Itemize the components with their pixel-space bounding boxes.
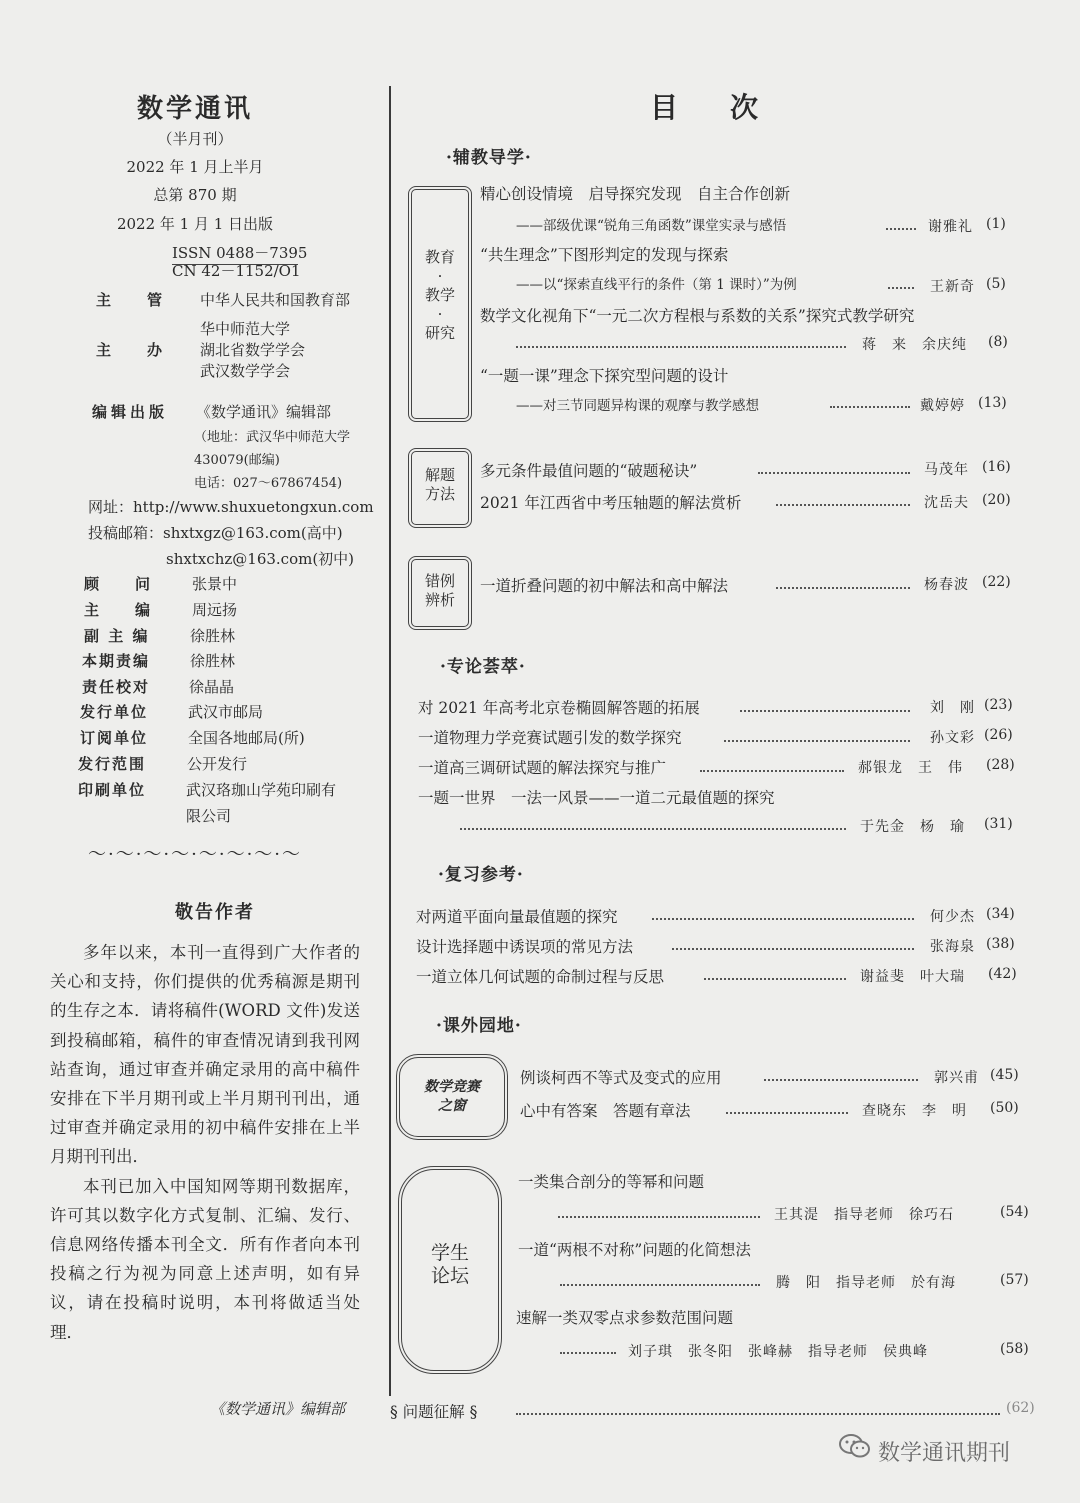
article-author: 孙文彩: [930, 730, 975, 746]
organizer-1: 湖北省数学学会: [200, 341, 306, 359]
organizer-label: 主 办: [96, 341, 165, 359]
email-middle[interactable]: shxtxchz@163.com(初中): [166, 550, 355, 568]
error-analysis-box: [408, 556, 472, 630]
notice-title: 敬告作者: [175, 902, 255, 923]
leader-dots: [560, 1352, 616, 1354]
article-subtitle: ——以“探索直线平行的条件（第 1 课时）”为例: [516, 277, 797, 293]
wechat-icon: [838, 1432, 872, 1460]
article-subtitle: ——对三节同题异构课的观摩与教学感想: [516, 398, 759, 414]
box-label: 学生 论坛: [430, 1242, 469, 1287]
article-title[interactable]: 对 2021 年高考北京卷椭圆解答题的拓展: [418, 699, 700, 717]
article-author: 刘子琪 张冬阳 张峰赫 指导老师 侯典峰: [628, 1344, 928, 1360]
article-page: (16): [982, 459, 1011, 475]
article-title[interactable]: 速解一类双零点求参数范围问题: [516, 1309, 734, 1327]
article-subtitle: ——部级优课“锐角三角函数”课堂实录与感悟: [516, 218, 787, 234]
ornament-divider: ～·～·～·～·～·～·～·～: [87, 844, 303, 865]
staff-value: 徐胜林: [190, 652, 236, 670]
article-author: 沈岳夫: [924, 495, 969, 511]
article-author: 张海泉: [930, 939, 975, 955]
article-title[interactable]: 例谈柯西不等式及变式的应用: [520, 1069, 722, 1087]
leader-dots: [672, 948, 914, 950]
leader-dots: [652, 918, 914, 920]
leader-dots: [516, 1413, 1000, 1415]
solving-methods-box: [408, 448, 472, 528]
sponsor-label: 主 管: [96, 291, 165, 309]
staff-label: 副 主 编: [84, 627, 150, 645]
email-high[interactable]: shxtxgz@163.com(高中): [163, 524, 343, 542]
issue-date: 2022 年 1 月上半月: [126, 158, 264, 176]
email-label: 投稿邮箱：: [88, 524, 164, 542]
article-page: (20): [982, 492, 1011, 508]
article-author: 谢雅礼: [928, 219, 973, 235]
article-title[interactable]: 设计选择题中诱误项的常见方法: [416, 938, 634, 956]
column-divider: [389, 86, 391, 1396]
article-page: (34): [986, 906, 1015, 922]
leader-dots: [724, 740, 910, 742]
editor: 《数学通讯》编辑部: [196, 403, 332, 421]
printer-cont: 限公司: [186, 807, 232, 825]
issue-number: 总第 870 期: [153, 186, 237, 204]
leader-dots: [726, 1112, 848, 1114]
leader-dots: [830, 406, 910, 408]
email-row: [88, 522, 343, 543]
staff-label: 本期责编: [82, 652, 151, 670]
leader-dots: [758, 472, 910, 474]
notice-paragraph-2: 本刊已加入中国知网等期刊数据库，许可其以数字化方式复制、汇编、发行、信息网络传播本刊全文．所有作者向本刊投稿之行为视为同意上述声明，如有异议，请在投稿时说明，本刊将做适当处理．: [50, 1176, 360, 1342]
leader-dots: [704, 978, 846, 980]
article-author: 郭兴甫: [934, 1070, 979, 1086]
problem-solving-title[interactable]: § 问题征解 §: [390, 1403, 478, 1421]
article-title[interactable]: 心中有答案 答题有章法: [520, 1102, 691, 1120]
notice-body: [50, 938, 360, 1347]
leader-dots: [516, 346, 846, 348]
article-title[interactable]: 一道高三调研试题的解法探究与推广: [418, 759, 667, 777]
article-page: (62): [1006, 1400, 1035, 1416]
postcode: 430079(邮编): [194, 453, 280, 468]
staff-value: 张景中: [192, 575, 238, 593]
leader-dots: [740, 710, 910, 712]
staff-label: 责任校对: [82, 678, 151, 696]
staff-label: 发行范围: [78, 755, 147, 773]
article-title[interactable]: 2021 年江西省中考压轴题的解法赏析: [480, 494, 742, 512]
article-page: (50): [990, 1100, 1019, 1116]
article-title[interactable]: 对两道平面向量最值题的探究: [416, 908, 618, 926]
article-page: (23): [984, 697, 1013, 713]
section-heading: ·专论荟萃·: [440, 657, 526, 677]
article-author: 蒋 来 余庆纯: [862, 337, 967, 353]
leader-dots: [776, 587, 910, 589]
staff-value: 武汉市邮局: [188, 703, 264, 721]
editor-label: 编辑出版: [92, 403, 169, 421]
article-author: 郝银龙 王 伟: [858, 760, 963, 776]
article-title[interactable]: 一类集合剖分的等幂和问题: [518, 1173, 705, 1191]
article-page: (31): [984, 816, 1013, 832]
leader-dots: [764, 1079, 918, 1081]
box-label: 数学竞赛 之窗: [424, 1079, 480, 1114]
leader-dots: [888, 287, 914, 289]
box-label: 错例 辨析: [424, 572, 455, 609]
staff-label: 顾 问: [84, 575, 153, 593]
staff-label: 主 编: [84, 601, 153, 619]
journal-title: 数学通讯: [136, 94, 253, 124]
article-title[interactable]: 数学文化视角下“一元二次方程根与系数的关系”探究式教学研究: [480, 307, 915, 325]
article-page: (13): [978, 395, 1007, 411]
student-forum-box: [398, 1166, 502, 1374]
box-label: 解题 方法: [424, 466, 455, 503]
staff-label: 发行单位: [80, 703, 149, 721]
article-title[interactable]: 精心创设情境 启导探究发现 自主合作创新: [480, 185, 791, 203]
article-author: 马茂年: [924, 462, 969, 478]
article-page: (58): [1000, 1341, 1029, 1357]
organizer-2: 武汉数学学会: [200, 362, 291, 380]
article-author: 王新奇: [930, 279, 975, 295]
sponsor-2: 华中师范大学: [200, 320, 291, 338]
staff-value: 武汉珞珈山学苑印刷有: [186, 781, 337, 799]
staff-label: 印刷单位: [78, 781, 147, 799]
leader-dots: [460, 828, 846, 830]
article-title[interactable]: 一道立体几何试题的命制过程与反思: [416, 968, 665, 986]
article-page: (45): [990, 1067, 1019, 1083]
article-author: 杨春波: [924, 577, 969, 593]
article-page: (1): [986, 216, 1006, 232]
article-page: (26): [984, 727, 1013, 743]
phone: 电话：027～67867454): [194, 476, 343, 491]
staff-value: 周远扬: [192, 601, 238, 619]
publish-date: 2022 年 1 月 1 日出版: [116, 215, 274, 233]
teaching-research-box: [408, 186, 472, 422]
staff-value: 全国各地邮局(所): [188, 729, 305, 747]
leader-dots: [560, 1284, 760, 1286]
article-title[interactable]: 一道物理力学竞赛试题引发的数学探究: [418, 729, 682, 747]
toc-title: 目次: [650, 91, 811, 124]
watermark-text: 数学通讯期刊: [878, 1441, 1011, 1466]
section-heading: ·课外园地·: [436, 1016, 522, 1036]
cn-number: CN 42－1152/O1: [172, 262, 301, 280]
article-author: 何少杰: [930, 909, 975, 925]
leader-dots: [886, 228, 916, 230]
article-page: (54): [1000, 1204, 1029, 1220]
staff-value: 公开发行: [187, 755, 248, 773]
staff-value: 徐晶晶: [189, 678, 235, 696]
staff-label: 订阅单位: [80, 729, 149, 747]
article-page: (42): [988, 966, 1017, 982]
issn: ISSN 0488－7395: [172, 244, 308, 262]
leader-dots: [776, 504, 910, 506]
article-title[interactable]: 一道折叠问题的初中解法和高中解法: [480, 577, 729, 595]
article-page: (57): [1000, 1272, 1029, 1288]
address: （地址：武汉华中师范大学: [194, 430, 351, 445]
staff-value: 徐胜林: [190, 627, 236, 645]
contest-window-box: [396, 1054, 508, 1140]
article-author: 刘 刚: [930, 700, 975, 716]
article-page: (28): [986, 757, 1015, 773]
article-page: (8): [988, 334, 1008, 350]
article-title[interactable]: “一题一课”理念下探究型问题的设计: [480, 367, 729, 385]
article-title[interactable]: 一题一世界 一法一风景——一道二元最值题的探究: [418, 789, 775, 807]
article-author: 查晓东 李 明: [862, 1103, 967, 1119]
notice-signature: 《数学通讯》编辑部: [209, 1400, 345, 1418]
article-author: 谢益斐 叶大瑞: [860, 969, 965, 985]
box-label: 教育 · 教学 · 研究: [424, 248, 455, 342]
article-page: (5): [986, 276, 1006, 292]
section-heading: ·复习参考·: [438, 865, 524, 885]
article-author: 王其湜 指导老师 徐巧石: [774, 1207, 954, 1223]
website-label: 网址：: [88, 498, 134, 516]
leader-dots: [700, 770, 844, 772]
article-author: 腾 阳 指导老师 於有海: [776, 1275, 956, 1291]
article-title[interactable]: “共生理念”下图形判定的发现与探索: [480, 246, 729, 264]
website[interactable]: http://www.shuxuetongxun.com: [133, 498, 374, 516]
article-page: (38): [986, 936, 1015, 952]
website-row: [88, 496, 374, 517]
article-author: 戴婷婷: [920, 398, 965, 414]
article-title[interactable]: 一道“两根不对称”问题的化简想法: [518, 1241, 751, 1259]
notice-paragraph-1: 多年以来，本刊一直得到广大作者的关心和支持，你们提供的优秀稿源是期刊的生存之本．请将稿件(WORD 文件)发送到投稿邮箱，稿件的审查情况请到我刊网站查询，通过审查并确定录用的高中稿件安排在下半月期刊或上半月期刊刊出，通过审查并确定录用的初中稿件安排在上半月期刊刊出．: [50, 943, 360, 1167]
article-title[interactable]: 多元条件最值问题的“破题秘诀”: [480, 462, 698, 480]
section-heading: ·辅教导学·: [446, 148, 532, 168]
sponsor-1: 中华人民共和国教育部: [200, 291, 351, 309]
frequency: （半月刊）: [157, 130, 233, 148]
article-author: 于先金 杨 瑜: [860, 819, 965, 835]
article-page: (22): [982, 574, 1011, 590]
leader-dots: [558, 1216, 760, 1218]
